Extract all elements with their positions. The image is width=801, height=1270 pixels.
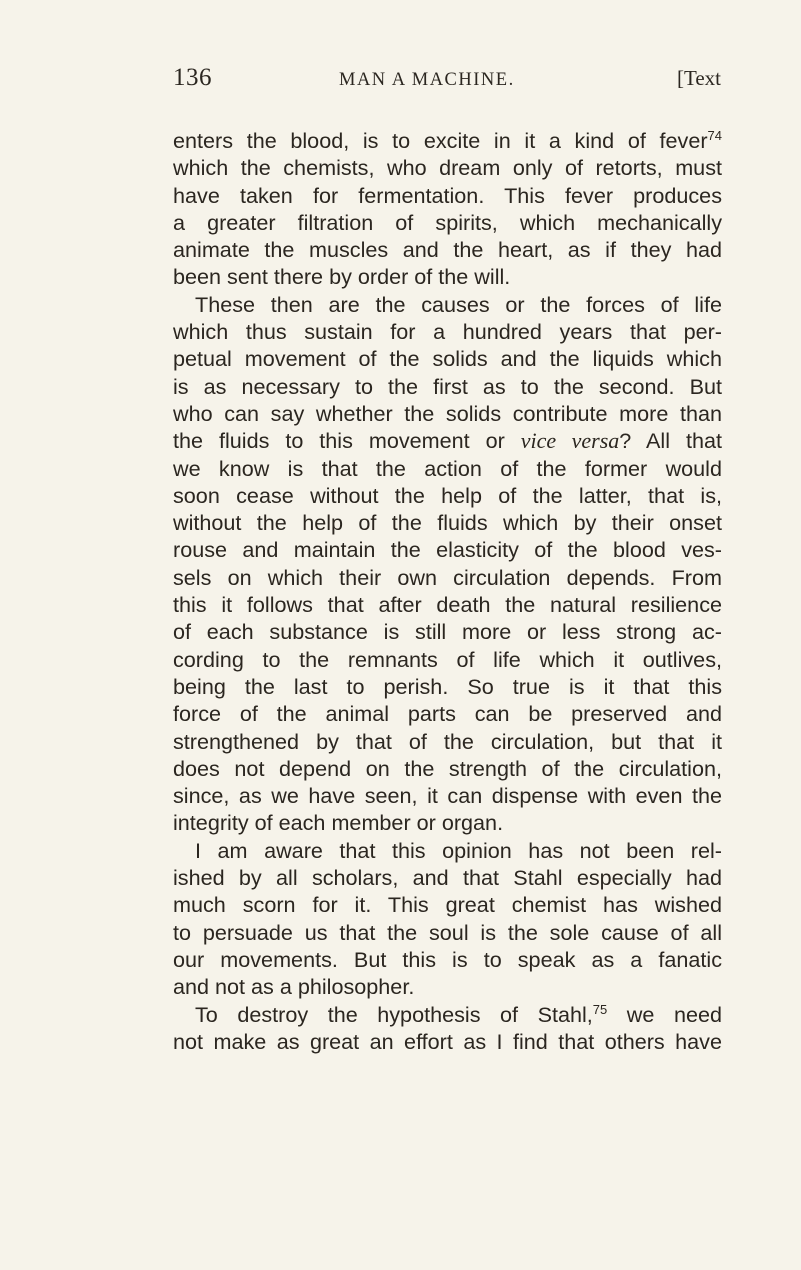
text-line <box>173 1001 722 1028</box>
text-line: cording to the remnants of life which it outlives, <box>173 646 722 672</box>
text-line: which thus sustain for a hundred years that per- <box>173 319 722 345</box>
italic-phrase: vice versa <box>520 428 620 454</box>
text-line: These then are the causes or the forces of life <box>195 291 722 317</box>
text-line: and not as a philosopher. <box>173 974 415 1000</box>
text-line: much scorn for it. This great chemist has wished <box>173 892 722 918</box>
line-text: we need <box>607 1001 722 1027</box>
body-text <box>173 127 722 1055</box>
text-line: without the help of the fluids which by their onset <box>173 510 722 536</box>
text-line: not make as great an effort as I find that others have <box>173 1028 722 1054</box>
text-line: strengthened by that of the circulation, but that it <box>173 728 722 754</box>
line-text: enters the blood, is to excite in it a kind of fever <box>173 128 708 153</box>
text-line: is as necessary to the first as to the second. But <box>173 373 722 399</box>
text-line: integrity of each member or organ. <box>173 810 504 836</box>
running-head-right: [Text <box>676 66 721 90</box>
text-line: a greater filtration of spirits, which mechanically <box>173 209 722 235</box>
text-line: soon cease without the help of the latter, that is, <box>173 482 722 508</box>
text-line: since, as we have seen, it can dispense with even the <box>173 783 722 809</box>
text-line: who can say whether the solids contribute more than <box>173 400 722 426</box>
text-line: to persuade us that the soul is the sole cause of all <box>173 919 722 945</box>
running-title: MAN A MACHINE. <box>339 70 515 90</box>
text-line: force of the animal parts can be preserved and <box>173 701 722 727</box>
text-line: been sent there by order of the will. <box>173 264 511 290</box>
line-text: ? All that <box>619 428 722 454</box>
page-number: 136 <box>173 64 212 91</box>
text-line <box>173 427 722 454</box>
running-head <box>173 64 721 96</box>
text-line: petual movement of the solids and the liquids which <box>173 346 722 372</box>
text-line: our movements. But this is to speak as a fanatic <box>173 946 722 972</box>
text-line: have taken for fermentation. This fever produces <box>173 182 722 208</box>
text-line: sels on which their own circulation depends. From <box>173 564 722 590</box>
text-line: rouse and maintain the elasticity of the blood ves- <box>173 537 722 563</box>
text-line: of each substance is still more or less strong ac- <box>173 619 722 645</box>
text-line: we know is that the action of the former would <box>173 455 722 481</box>
line-text: To destroy the hypothesis of Stahl, <box>195 1001 593 1027</box>
text-line: which the chemists, who dream only of retorts, must <box>173 155 722 181</box>
text-line: this it follows that after death the natural resilience <box>173 592 722 618</box>
footnote-ref: 74 <box>707 128 722 143</box>
text-line: does not depend on the strength of the circulation, <box>173 755 722 781</box>
footnote-ref: 75 <box>592 1001 608 1017</box>
text-line <box>173 127 722 154</box>
text-line: being the last to perish. So true is it that this <box>173 673 722 699</box>
line-text: the fluids to this movement or <box>173 428 521 454</box>
text-line: ished by all scholars, and that Stahl especially had <box>173 865 722 891</box>
text-line: I am aware that this opinion has not been rel- <box>195 837 722 863</box>
text-line: animate the muscles and the heart, as if they had <box>173 237 722 263</box>
